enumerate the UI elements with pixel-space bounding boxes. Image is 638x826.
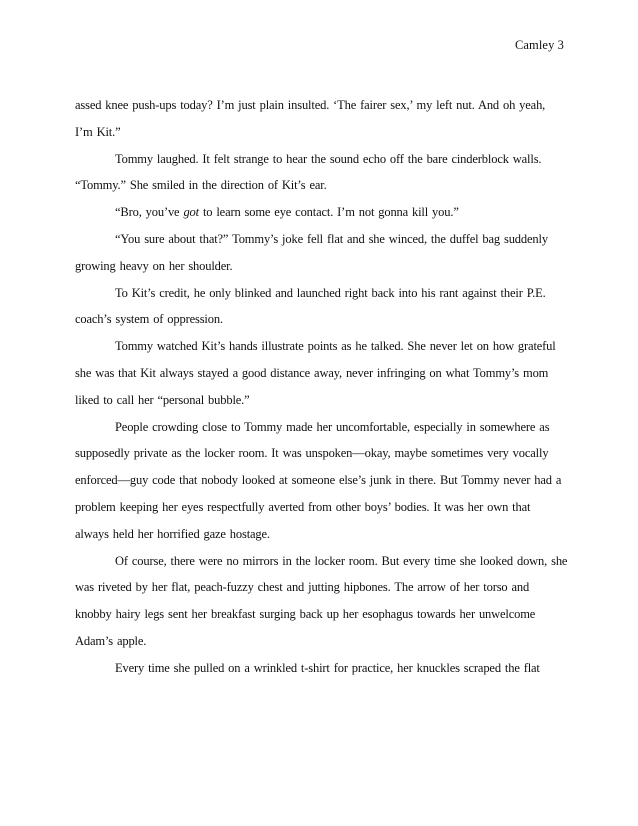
emphasis-text: got [183,205,199,220]
body-text [75,92,575,682]
text-segment: “Bro, you’ve [115,205,184,220]
text-line: I’m Kit.” [75,124,121,139]
text-line: knobby hairy legs sent her breakfast surging back up her esophagus towards her unwelcome [75,607,536,622]
text-line: Every time she pulled on a wrinkled t-shirt for practice, her knuckles scraped the flat [115,660,540,675]
text-line: coach’s system of oppression. [75,312,223,327]
text-line: was riveted by her flat, peach-fuzzy chest and jutting hipbones. The arrow of her torso and [75,580,530,595]
text-line: To Kit’s credit, he only blinked and launched right back into his rant against their P.E. [115,285,546,300]
text-line: liked to call her “personal bubble.” [75,392,250,407]
text-line: Tommy watched Kit’s hands illustrate points as he talked. She never let on how grateful [115,339,556,354]
text-segment: to learn some eye contact. I’m not gonna kill you.” [198,205,459,220]
text-line: People crowding close to Tommy made her uncomfortable, especially in somewhere as [115,419,550,434]
text-line: “Tommy.” She smiled in the direction of Kit’s ear. [75,178,327,193]
text-line: problem keeping her eyes respectfully averted from other boys’ bodies. It was her own that [75,499,531,514]
text-line: Of course, there were no mirrors in the locker room. But every time she looked down, she [115,553,568,568]
page-header: Camley 3 [514,38,564,52]
text-line: enforced—guy code that nobody looked at someone else’s junk in there. But Tommy never had a [75,473,562,488]
text-line: “You sure about that?” Tommy’s joke fell flat and she winced, the duffel bag suddenly [115,231,548,246]
text-line: Tommy laughed. It felt strange to hear the sound echo off the bare cinderblock walls. [115,151,542,166]
text-line: assed knee push-ups today? I’m just plain insulted. ‘The fairer sex,’ my left nut. And oh yeah, [75,98,546,112]
text-line: Adam’s apple. [75,633,147,648]
text-line: growing heavy on her shoulder. [75,258,233,273]
text-line: she was that Kit always stayed a good distance away, never infringing on what Tommy’s mom [75,365,549,380]
text-line [75,199,575,226]
text-line: supposedly private as the locker room. It was unspoken—okay, maybe sometimes very vocally [75,446,549,461]
text-line: always held her horrified gaze hostage. [75,526,270,541]
